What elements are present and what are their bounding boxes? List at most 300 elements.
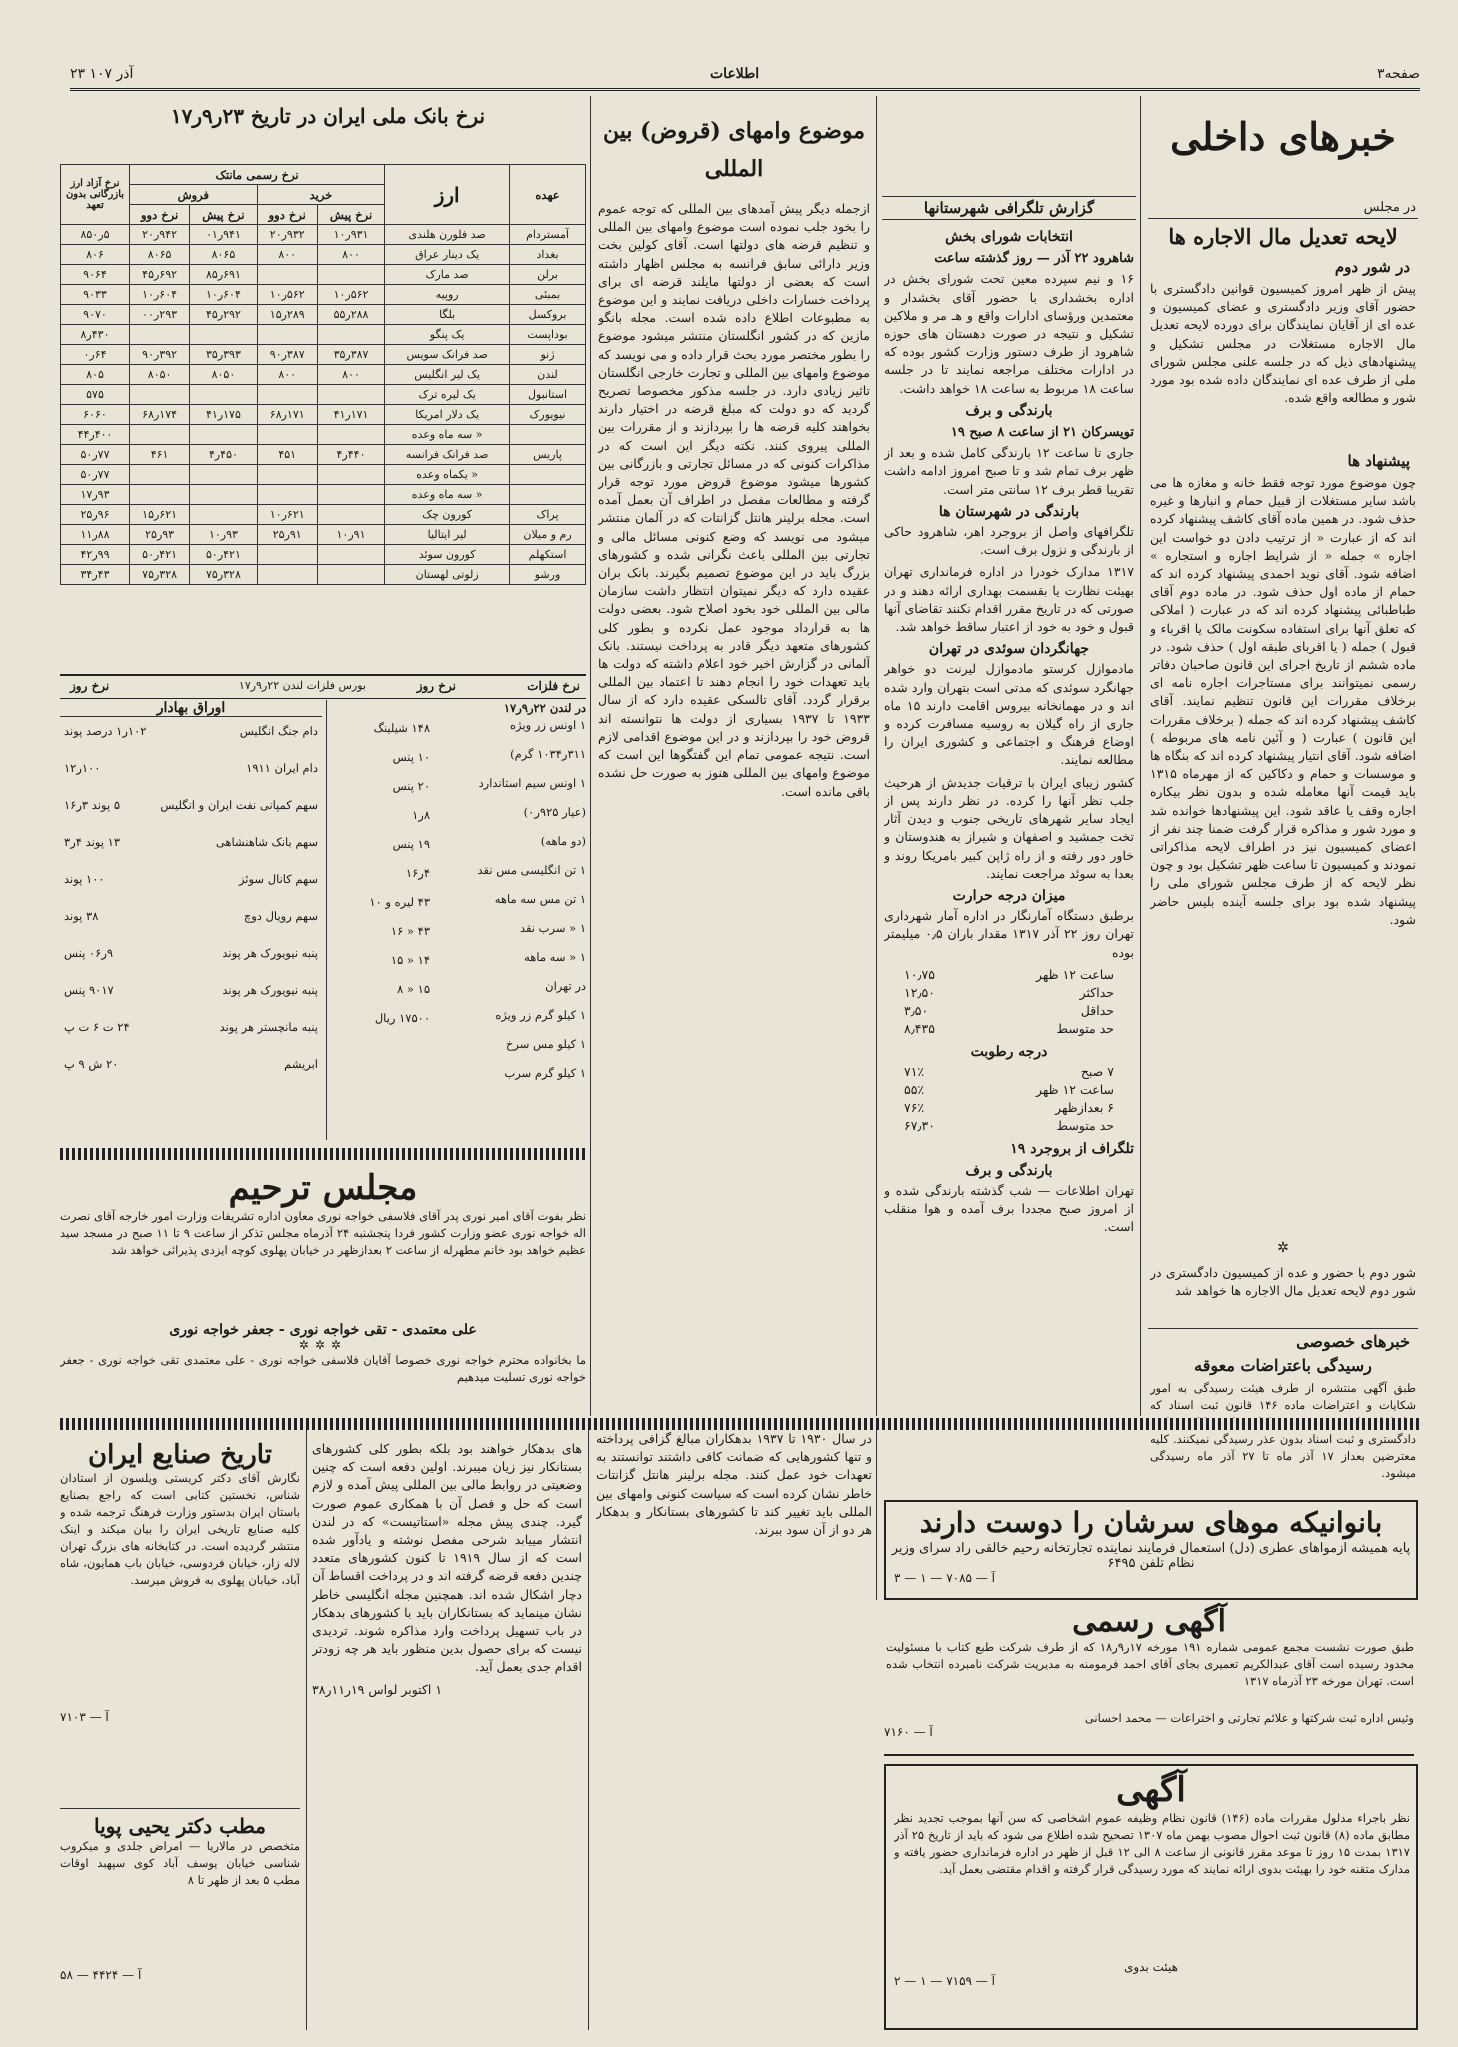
humidity-row (884, 1099, 1134, 1117)
bill-text: پیش از ظهر امروز کمیسیون قوانین دادگستری با حضور آقای وزیر دادگستری و عضای کمیسیون و عده ای از آقایان نمایندگان برای دورده لایحه تعدیل مال الاجاره مستغلات در مجلس تشکیل و پیشنهادهای ذیل که در جلسه علنی مجلس شورای ملی از طرف عده ای نمایندگان داده شده بود مورد شور و مطالعه واقع شده. (1150, 281, 1416, 406)
bank-row (61, 445, 586, 465)
bank-rate (317, 545, 384, 565)
bank-currency: یک دینار عراق (385, 245, 510, 265)
th-unit: عهده (510, 165, 586, 225)
obituary-box (60, 1168, 586, 1408)
loans-continued-2: در سال ۱۹۳۰ تا ۱۹۳۷ بدهکاران مبالغ گزافی پرداخته و تنها کشورهایی که ضمانت کافی داشتند توانستند به تعهدات خود عمل کنند. مجله برلینر هانتل گزانتات خاطر نشان کرده است که سیاست کنونی وامهای بین المللی باید تغییر کند تا کشورهای بستانکار و بدهکار هر دو از آن سود ببرند. (596, 1431, 872, 1538)
bank-rate (190, 465, 257, 485)
bank-rate: ۴۶۱ (130, 445, 190, 465)
travelers-text: مادموازل کرستو مادموازل لیرنت دو خواهر جهانگرد سوئدی که مدتی است بتهران وارد شده اند و در مهمانخانه بیروس اقامت دارند ۱۵ ماه جاری از راه گیلان به روسیه مسافرت کرده و اوضاع فرهنگ و اجتماعی و کشوری ایران را مطالعه نمایند. (884, 661, 1134, 768)
travelers-text-2: کشور زیبای ایران با ترقیات جدیدش از هرحیث جلب نظر آنها را کرده. در نظر دارند پس از ایجاد سایر شهرهای تاریخی جنوب و دیدن آثار تخت جمشید و اصفهان و شیراز به هندوستان و خاور دور رفته و از راه ژاپن کبیر بامریکا روند و بعدا به سوئد مراجعت نمایند. (884, 774, 1134, 881)
obituary-title: مجلس ترحیم (228, 1168, 418, 1208)
bank-rate: ۵۶۲ر۱۰ (257, 285, 317, 305)
humidity-row-label: ۷ صبح (1080, 1063, 1114, 1079)
metal-item: در تهران (545, 979, 586, 993)
loans-continued (312, 1440, 582, 2000)
stock-row (64, 797, 318, 814)
temperature-row-value: ۱۲٫۵۰ (904, 984, 935, 1000)
section-title: خبرهای داخلی (1170, 114, 1396, 159)
column-rule (1140, 96, 1141, 1416)
metal-item: ۱ کیلو گرم سرب (504, 1066, 586, 1080)
registration-text: ۱۳۱۷ مدارک خودرا در اداره فرمانداری تهران بهیئت نظارت یا بقسمت بهداری ارائه دهند و در صورتی که در تاریخ مقرر اقدام نکنند تقاضای آنها قبول و خود به خود از اعتبار ساقط خواهد شد. (884, 564, 1134, 635)
bank-table-wrap (60, 164, 586, 585)
special-news-title: خبرهای خصوصی (1296, 1332, 1410, 1351)
stocks-title: اوراق بهادار (60, 700, 322, 717)
bank-rate: ۵۷۵ (61, 385, 130, 405)
bank-rate: ۲۹۳ر۰۰ (130, 305, 190, 325)
bank-rate: ۵ر۸۵۰ (61, 225, 130, 245)
bank-rate (190, 425, 257, 445)
metals-values (330, 720, 430, 1140)
paper-name: اطلاعات (710, 66, 760, 82)
column-rule (306, 1430, 307, 2030)
bank-rate: ۸۰۵ (61, 365, 130, 385)
bank-rate: ۸۰۰ (317, 365, 384, 385)
temperature-row-value: ۳٫۵۰ (904, 1003, 929, 1019)
bank-rate: ۸۰۰ (317, 245, 384, 265)
general-notice-text: نظر باجراء مدلول مقررات ماده (۱۴۶) قانون نظام وظیفه عموم اشخاصی که سن آنها بموجب تجدید نظر مطابق ماده (۸) قانون ثبت احوال مصوب بهمن ماه ۱۳۰۷ تصحیح شده اطلاع می شود که باید از تاریخ ۲۵ آذر ۱۳۱۷ بمدت ۱۵ روز تا موعد مقرر قانونی از ساعت ۸ الی ۱۲ قبل از ظهر در اداره فرمانداری حضور یافته و مدارک متقنه خود را بهیئت بدوی ارائه نمایند که مورد رسیدگی قرار گرفته و اقدام مقتضی بعمل آید. (894, 1811, 1410, 1876)
metal-item: ۱ تن مس سه ماهه (494, 892, 586, 906)
th-official: نرخ رسمی مانتک (130, 165, 385, 185)
bank-row (61, 485, 586, 505)
bank-rate: ۹۳۲ر۲۰ (257, 225, 317, 245)
stock-price: ۱۰۰ر۱۲ (64, 761, 101, 775)
bank-city: بروکسل (510, 305, 586, 325)
stock-price: ۳۸ پوند (64, 909, 99, 923)
bank-currency: روپیه (385, 285, 510, 305)
bank-city (510, 425, 586, 445)
bank-rate: ۳۸۷ر۹۰ (257, 345, 317, 365)
metals-title: نرخ فلزات (527, 679, 580, 693)
th-buy-bill: نرخ پیش (317, 205, 384, 225)
temperature-row-value: ۱۰٫۷۵ (904, 966, 935, 982)
bank-rate (317, 505, 384, 525)
bank-rate: ۶۹۲ر۴۵ (130, 265, 190, 285)
bank-city: بمبئی (510, 285, 586, 305)
majlis-label: در مجلس (1363, 200, 1416, 215)
bank-rate: ۳۲۸ر۷۵ (190, 565, 257, 585)
metals-london-title: در لندن ۲۲ر۹ر۱۷ (503, 701, 586, 715)
loans-text: ازجمله دیگر پیش آمدهای بین المللی که توجه عموم را بخود جلب نموده است موضوع وامهای بین المللی و تنظیم قرضه های دولتها است. آقای کولین بخت وزیر دارائی سابق فرانسه به مجلس اظهار داشته است که بعضی از دولتها مایلند قرضه ای برای پرداخت خسارات داخلی دریافت نمایند و این موضوع به مطبوعات اطلاع داده شده است. مجله بانگو مازین که در کشور انگلستان منتشر میشود موضوع را بطور مختصر مورد بحث قرار داده و می نویسد که موضوع وامهای بین المللی و تجارت خارجی انگلستان تاثیر زیادی دارد. در جلسه مذکور مخصوصا تصریح گردید که دو دولت که مبلغ قرضه در اختیار دارند بخواهند کلیه قرضه ها را بپردازند و از مقررات بین المللی پیروی کنند. نکته دیگر این است که در مذاکرات کنونی که در مسائل تجارتی و بازرگانی بین کشورها میشود موضوع قروض مورد توجه قرار گرفته و مطالعات مفصل در اطراف آن بعمل آمده است. مجله برلینر هانتل گزانتات که در آلمان منتشر میشود می نویسد که وضع کنونی مسائل مالی و تجارتی بین المللی باعث نگرانی شده و کشورهای بزرگ باید در این موضوع تصمیم بگیرند. بانک بران عقیده دارد که دیگر نمیتوان انتظار داشت سازمان مالی بین المللی خود بخود اصلاح شود. بعضی دولت ها به قرارداد موجود عمل نکرده و بطور کلی کشورهای متعهد دیگر قادر به پرداخت نیستند. بانک آلمانی در گزارش اخیر خود اعلام داشته که دولت ها باید تعهدات خود را انجام دهند تا اعتماد بین المللی برقرار گردد. آقای تالسکی عقیده دارد که از سال ۱۹۳۳ تا ۱۹۳۷ بسیاری از دولت ها نتوانسته اند قروض خود را بپردازند و در این موضوع اقدامی لازم است. نتیجه عمومی تمام این گفتگوها این است که موضوع وامهای بین المللی هنوز به صورت حل نشده باقی مانده است. (598, 201, 870, 799)
bank-rate: ۶۲۱ر۱۰ (257, 505, 317, 525)
bank-rate: ۳۹۲ر۹۰ (130, 345, 190, 365)
official-notice-title: آگهی رسمی (1072, 1604, 1226, 1639)
bank-rate (317, 265, 384, 285)
humidity-row-value: ۷۱٪ (904, 1063, 925, 1079)
stock-name: سهم بانک شاهنشاهی (215, 835, 318, 849)
stock-row (64, 834, 318, 851)
bank-city (510, 485, 586, 505)
bank-row (61, 365, 586, 385)
metals-rate-label: نرخ روز (416, 679, 456, 693)
th-sell: فروش (130, 185, 258, 205)
rainsnow-text: تهران اطلاعات — شب گذشته بارندگی شده و از امروز صبح مجددا برف آمده و هوا منقلب است. (884, 1182, 1134, 1235)
bank-rate: ۹۳ر۱۰ (190, 525, 257, 545)
bank-row (61, 325, 586, 345)
hatch-separator (60, 1418, 1420, 1430)
bank-row (61, 465, 586, 485)
rain-text: تلگرافهای واصل از بروجرد اهر، شاهرود حاکی از بارندگی و نزول برف است. (884, 524, 1134, 558)
stock-name: پنبه نیویورک هر پوند (222, 983, 318, 997)
bank-rate: ۹۳۱ر۱۰ (317, 225, 384, 245)
bank-rate: ۹۳ر۲۵ (130, 525, 190, 545)
bank-rate: ۹۴۱ر۰۱ (190, 225, 257, 245)
bank-rate: ۶۰۶۰ (61, 405, 130, 425)
column-rule (876, 96, 877, 1416)
bank-rate (257, 545, 317, 565)
temperature-row (884, 1002, 1134, 1020)
bank-currency: صد فرانک سویس (385, 345, 510, 365)
majlis-note: شور دوم با حضور و عده از کمیسیون دادگستری در شور دوم لایحه تعدیل مال الاجاره ها خواهد شد (1150, 1265, 1416, 1299)
stock-name: ابریشم (284, 1057, 318, 1071)
bank-rate (317, 385, 384, 405)
bank-city: استانبول (510, 385, 586, 405)
bank-rate: ۷۷ر۵۰ (61, 445, 130, 465)
humidity-row (884, 1081, 1134, 1099)
bank-rate (317, 565, 384, 585)
hair-ad (884, 1500, 1418, 1600)
bank-rate (130, 485, 190, 505)
metal-value: ۱۹ پنس (392, 837, 430, 851)
bank-currency: یک دلار امریکا (385, 405, 510, 425)
bank-rate (257, 485, 317, 505)
bank-rate: ۵۶۲ر۱۰ (317, 285, 384, 305)
bank-currency: « سه ماه وعده (385, 425, 510, 445)
provinces-title: گزارش تلگرافی شهرستانها (882, 196, 1136, 220)
bank-city: پاریس (510, 445, 586, 465)
bank-rate: ۹۹ر۴۲ (61, 545, 130, 565)
humidity-list (884, 1063, 1134, 1136)
obituary-signers: علی معتمدی - تقی خواجه نوری - جعفر خواجه نوری (169, 1322, 477, 1338)
metal-item: ۳۱۱ر۱۰۳۴ گرم) (510, 747, 586, 761)
stock-price: ۱۳ پوند ۴ر۳ (64, 835, 120, 849)
separator-ornament: ✲ (1277, 1240, 1289, 1256)
bank-rate (190, 325, 257, 345)
stock-name: سهم رویال دوچ (243, 909, 318, 923)
metal-value: ۱۴۸ شیلینگ (373, 721, 430, 735)
snow-title: بارندگی و برف (965, 402, 1053, 419)
bank-rate: ۸۰۰ (257, 245, 317, 265)
bank-rate: ۲۸۹ر۱۵ (257, 305, 317, 325)
stock-row (64, 1056, 318, 1073)
stock-price: ۹ر۰۶ پنس (64, 946, 114, 960)
temperature-row-label: حداقل (1080, 1003, 1114, 1019)
bank-rate (190, 505, 257, 525)
stock-price: ۲۴ ت ۶ ت پ (64, 1020, 130, 1034)
bank-rate (257, 325, 317, 345)
stock-price: ۱۰۲ر۱ درصد پوند (64, 724, 147, 738)
bank-currency: « یکماه وعده (385, 465, 510, 485)
metal-item: (عیار ۹۲۵ر۰) (523, 805, 586, 819)
stock-row (64, 982, 318, 999)
metal-value: ۸ر۱ (412, 808, 430, 822)
bank-rate: ۸۰۵۰ (130, 365, 190, 385)
metals-date: بورس فلزات لندن ۲۲ر۹ر۱۷ (238, 679, 366, 692)
official-notice-sign: وثیس اداره ثبت شرکتها و علائم تجارتی و اختراعات — محمد احسانی (1084, 1711, 1414, 1725)
complaints-title: رسیدگی باعتراضات معوقه (1194, 1356, 1372, 1375)
official-notice-text: طبق صورت نشست مجمع عمومی شماره ۱۹۱ مورخه ۱۷ر۹ر۱۸ که از طرف شرکت طبع کتاب با مسئولیت محدود رسیده است آقای عبدالکریم تعمیری بجای آقای احمد فرمومنه به مدیریت شرکت نامبرده انتخاب شده است. تهران مورخه ۲۳ آذرماه ۱۳۱۷ (886, 1640, 1414, 1688)
clinic-text: متخصص در مالاریا — امراض جلدی و میکروب شناسی خیابان یوسف آباد کوی سپهبد اوقات مطب ۵ بعد از ظهر تا ۸ (60, 1839, 300, 1887)
column-rule (876, 1430, 877, 1600)
metals-items (436, 700, 586, 1140)
metals-header (60, 674, 586, 699)
stock-row (64, 871, 318, 888)
bank-row (61, 265, 586, 285)
metal-item: ۱ اونس سیم استاندارد (478, 776, 586, 790)
metal-value: ۱۰ پنس (392, 750, 430, 764)
hair-ad-title: بانوانیکه موهای سرشان را دوست دارند (919, 1506, 1383, 1539)
bank-rate (257, 465, 317, 485)
stock-name: دام ایران ۱۹۱۱ (246, 761, 318, 775)
bank-rate: ۹۴۲ر۲۰ (130, 225, 190, 245)
proposals-text: چون موضوع مورد توجه فقط خانه و مغازه ها می باشد سایر مستغلات از قبیل حمام و انبارها و غیره حذف شود. در همین ماده آقای کاشف پیشنهاد کرده اند که از عبارت « از ترتیب دادن دو خواست این اجاره » جمله « از شرایط اجاره و استجاره » اضافه شود. آقای نوید احمدی پیشنهاد کرده اند که حمام از ماده اول حذف شود. در ماده دوم آقای طباطبائی پیشنهاد کرده اند که در عبارت ( املاکی که تعلق آنها برای استفاده سکونت مالک یا اقرباء و قبول ) جمله ( یا اقربای طبقه اول ) حذف شود. در ماده ششم از تاریخ اجرای این قانون صاحبان دفاتر رسمی نمیتوانند برای مستاجرات اجاره نامه ای برخلاف مقررات این قانون تنظیم نمایند. آقای کاشف پیشنهاد کرده اند که جمله ( برخلاف مقررات این قانون ) عبارت ( و آئین نامه های مربوطه ) اضافه شود. آقای انتیار پیشنهاد کرده اند که بنگاه ها و موسسات و حمام و دکاکین که از مهرماه ۱۳۱۵ باید قیمت آنها معامله شده و بدون نظر بیکاره اجاره وقف یا عاقد شود. این پیشنهادها خوانده شد و مورد شور و مذاکره قرار گرفت ضمنا چند نفر از اعضای کمیسیون نیز در اطراف لایحه مذاکراتی نمودند و کمیسیون تا ساعت ظهر تشکیل بود و چون نظر لایحه که از طرف مجلس شورای ملی را پیشنهاد شده بود برای جلسه آینده بلیس حاضر شود. (1150, 475, 1416, 927)
bank-rate: ۲۹۲ر۴۵ (190, 305, 257, 325)
metal-item: ۱ « سرب نقد (519, 921, 586, 935)
divider (1148, 218, 1418, 219)
official-notice-code: آ — ۷۱۶۰ (884, 1725, 933, 1739)
bank-rate (317, 425, 384, 445)
stock-name: سهم کانال سوئز (238, 872, 318, 886)
bank-rate: ۳۹۳ر۳۵ (190, 345, 257, 365)
bank-row (61, 285, 586, 305)
bank-city: رم و میلان (510, 525, 586, 545)
metal-item: ۱ اونس زر ویژه (510, 718, 586, 732)
masthead (70, 62, 1420, 91)
metal-item: ۱ کیلو مس سرخ (505, 1037, 586, 1051)
bank-rate: ۲۸۸ر۵۵ (317, 305, 384, 325)
clinic-code: آ — ۴۴۲۴ — ۵۸ (60, 1968, 142, 1982)
ornament: ✲✲✲ (298, 1338, 348, 1352)
metal-value: ۲۰ پنس (392, 779, 430, 793)
bank-rate (190, 385, 257, 405)
th-buy-cash: نرخ دوو (257, 205, 317, 225)
bank-rate (130, 425, 190, 445)
bank-rate: ۱۷۱ر۴۱ (317, 405, 384, 425)
metal-value: ۱۷۵۰۰ ریال (374, 1011, 430, 1025)
bank-rate: ۴۴۰ر۴ (317, 445, 384, 465)
travelers-title: جهانگردان سوئدی در تهران (928, 641, 1090, 658)
bank-rate: ۸۰۶ (61, 245, 130, 265)
bank-rate: ۸۰۶۵ (190, 245, 257, 265)
bank-row (61, 505, 586, 525)
bank-rate: ۴۵۰ر۴ (190, 445, 257, 465)
bank-rate: ۶۰۴ر۱۰ (190, 285, 257, 305)
bank-row (61, 225, 586, 245)
metal-item: (دو ماهه) (540, 834, 586, 848)
industry-ad (60, 1440, 300, 1820)
humidity-row (884, 1117, 1134, 1135)
bank-rate (317, 485, 384, 505)
bank-currency: زلوتی لهستان (385, 565, 510, 585)
bank-currency: صد فرانک فرانسه (385, 445, 510, 465)
stock-name: پنبه مانچستر هر پوند (219, 1020, 318, 1034)
bank-city: استکهلم (510, 545, 586, 565)
proposals-title: پیشنهاد ها (1347, 452, 1410, 470)
clinic-title: مطب دکتر یحیی پویا (94, 1814, 266, 1838)
metal-item: ۱ کیلو گرم زر ویژه (495, 1008, 586, 1022)
bank-row (61, 345, 586, 365)
bank-rate: ۹۱ر۲۵ (257, 525, 317, 545)
official-notice (884, 1604, 1414, 1756)
metal-value: ۴۳ لیره و ۱۰ (369, 895, 430, 909)
temperature-row (884, 984, 1134, 1002)
temperature-row-value: ۸٫۴۳۵ (904, 1021, 935, 1037)
bank-row (61, 305, 586, 325)
bank-currency: صد فلورن هلندی (385, 225, 510, 245)
th-buy: خرید (257, 185, 385, 205)
clinic-ad (60, 1814, 300, 2024)
bank-rate: ۶۴ر۰ (61, 345, 130, 365)
bank-currency: بلگا (385, 305, 510, 325)
bank-currency: کورون سوئد (385, 545, 510, 565)
bank-rate: ۹۰۷۰ (61, 305, 130, 325)
bank-rate: ۴۲۱ر۵۰ (190, 545, 257, 565)
bank-rate (130, 385, 190, 405)
election-text: ۱۶ و نیم سپرده معین تحت شورای بخش در اداره بخشداری با حضور آقای بخشدار و معتمدین ورؤسای ادارات واقع و هـ مر و ملاکین تشکیل و نتیجه در صورت دهستان های حوزه شاهرود از طرف دستور وزارت کشور بوده که در ادارات مختلف مراجعه نمایند تا در جلسه ساعت ۱۸ مربوط به ساعت ۱۸ خواهد داشت. (884, 271, 1134, 396)
page-number: صفحه۳ (1376, 66, 1420, 82)
bank-rate: ۸۸ر۱۱ (61, 525, 130, 545)
bank-rate: ۶۲۱ر۱۵ (130, 505, 190, 525)
hair-ad-code: آ — ۷۰۸۵ — ۱ — ۳ (894, 1571, 995, 1585)
bank-rate (317, 465, 384, 485)
bank-title: نرخ بانک ملی ایران در تاریخ ۲۳ر۹ر۱۷ (170, 104, 486, 128)
stock-price: ۱۰۰ پوند (64, 872, 105, 886)
humidity-row-label: ۶ بعدازظهر (1055, 1100, 1114, 1116)
bank-rate (317, 325, 384, 345)
general-notice-code: آ — ۷۱۵۹ — ۱ — ۲ (894, 1974, 995, 1988)
complaints-text: طبق آگهی منتشره از طرف هیئت رسیدگی به امور شکایات و اعتراضات ماده ۱۴۶ قانون ثبت اسناد که دادگستری و ثبت اسناد بدون عذر رسیدگی نمیکنند. کلیه معترضین بعداز ۱۷ آذر ماه تا ۲۷ آذر ماه رسیدگی میشود. (1150, 1381, 1416, 1480)
bank-rate: ۷۷ر۵۰ (61, 465, 130, 485)
stock-row (64, 1019, 318, 1036)
bank-rate (190, 485, 257, 505)
stock-name: دام جنگ انگلیس (239, 724, 318, 738)
bank-rate: ۸۰۵۰ (190, 365, 257, 385)
bank-rate (130, 325, 190, 345)
hair-ad-text: پایه همیشه ازمواهای عطری (دل) استعمال فرمایند نماینده تجارتخانه رحیم خالقی راد سرای وزیر نظام تلفن ۶۴۹۵ (891, 1541, 1411, 1571)
bank-rate: ۴۳ر۳۴ (61, 565, 130, 585)
bank-rate: ۱۷۵ر۴۱ (190, 405, 257, 425)
bank-rate: ۴۰۰ر۴۴ (61, 425, 130, 445)
bank-rate (257, 265, 317, 285)
bank-rate: ۱۷۱ر۶۸ (257, 405, 317, 425)
bank-rate: ۶۹۱ر۸۵ (190, 265, 257, 285)
bank-currency: کورون چک (385, 505, 510, 525)
bank-city: آمستردام (510, 225, 586, 245)
stock-row (64, 723, 318, 740)
bank-rate (257, 385, 317, 405)
metals-rate-label-2: نرخ روز (70, 679, 110, 693)
th-currency: ارز (385, 165, 510, 225)
stock-price: ۹۰۱۷ پنس (64, 983, 114, 997)
bank-rate: ۸۰۰ (257, 365, 317, 385)
bank-currency: لیر ایتالیا (385, 525, 510, 545)
metal-item: ۱ تن انگلیسی مس نقد (477, 863, 586, 877)
bank-rate: ۳۲۸ر۷۵ (130, 565, 190, 585)
column-rule (590, 96, 591, 1416)
bank-city: بغداد (510, 245, 586, 265)
general-notice-sign: هیئت بدوی (1124, 1960, 1178, 1974)
obituary-thanks: ما بخانواده محترم خواجه نوری خصوصا آقایان فلاسفی خواجه نوری - علی معتمدی تقی خواجه نوری - جعفر خواجه نوری تسلیت میدهیم (60, 1353, 586, 1384)
bank-rate: ۶۰۴ر۱۰ (130, 285, 190, 305)
humidity-row-value: ۶۷٫۳۰ (904, 1118, 935, 1134)
bank-rate: ۹۱ر۱۰ (317, 525, 384, 545)
temperature-row-label: حداکثر (1079, 984, 1114, 1000)
metal-value: ۱۵ « ۸ (397, 982, 430, 996)
bank-city: لندن (510, 365, 586, 385)
bank-rate: ۹۰۶۴ (61, 265, 130, 285)
bank-rate (257, 565, 317, 585)
th-free: نرخ آزاد ارز بازرگانی بدون تعهد (61, 165, 130, 225)
bank-rate (130, 465, 190, 485)
divider (1148, 1328, 1418, 1329)
temperature-row (884, 1020, 1134, 1038)
loans-title: موضوع وامهای (قروض) بین المللی (602, 118, 866, 182)
issue-date: ۲۳ آذر ۱۰۷ (70, 66, 134, 82)
bank-currency: یک پنگو (385, 325, 510, 345)
humidity-row-label: حد متوسط (1056, 1118, 1114, 1134)
bank-currency: صد مارک (385, 265, 510, 285)
general-notice (884, 1764, 1418, 2030)
obituary-text: نظر بفوت آقای امیر نوری پدر آقای فلاسفی خواجه نوری معاون اداره تشریفات وزارت امور خارجه آقای نصرت اله خواجه نوری عضو وزارت کشور فردا پنجشنبه ۲۴ آذرماه مجلس تذکر از ساعت ۹ تا ۱۱ صبح در مسجد سید عظیم خواهد بود خانم مطهرله از ساعت ۲ بعدازظهر در خیابان پهلوی کوچه ایزدی پذیرائی خواهد شد (60, 1209, 586, 1257)
bank-currency: یک لیر انگلیس (385, 365, 510, 385)
metal-item: ۱ « سه ماهه (524, 950, 586, 964)
bank-currency: « سه ماه وعده (385, 485, 510, 505)
bank-rate: ۳۸۷ر۳۵ (317, 345, 384, 365)
stock-price: ۵ پوند ۳ر۱۶ (64, 798, 120, 812)
temperature-title: میزان درجه حرارت (952, 887, 1066, 904)
bank-rate: ۱۷۴ر۶۸ (130, 405, 190, 425)
bank-row (61, 405, 586, 425)
bank-rates-table (60, 164, 586, 585)
bank-row (61, 545, 586, 565)
th-sell-bill: نرخ پیش (190, 205, 257, 225)
bank-city: پراک (510, 505, 586, 525)
loans-continued-text: های بدهکار خواهند بود بلکه بطور کلی کشورهای بستانکار نیز زیان میبرند. اولین دفعه است که چنین وضعیتی در روابط مالی بین المللی پیش آمده و لازم است که حل و فصل آن با همکاری عموم صورت گیرد. چندی پیش مجله «استاتیست» که در لندن انتشار مییابد شرحی مفصل نوشته و یادآور شده است که از سال ۱۹۱۹ تا کنون کشورهای متعدد چندین دفعه قرضه گرفته اند و در پرداخت اقساط آن دچار اشکال شده اند. همچنین مجله انگلیسی خاطر نشان مینماید که بستانکاران باید با کشورهای بدهکار در باب تسهیل پرداخت وارد مذاکره شوند. تردیدی نیست که برای حصول بدین منظور باید هر چه زودتر اقدام جدی بعمل آید. (312, 1441, 582, 1675)
bank-currency: یک لیره ترک (385, 385, 510, 405)
divider (60, 1808, 300, 1809)
bank-city: ورشو (510, 565, 586, 585)
hatch-separator (60, 1148, 586, 1160)
rain-title: بارندگی در شهرستان ها (938, 503, 1080, 520)
stock-name: سهم کمپانی نفت ایران و انگلیس (160, 798, 318, 812)
humidity-row (884, 1063, 1134, 1081)
snow-text: جاری تا ساعت ۱۲ بارندگی کامل شده و بعد از ظهر برف تمام شد و تا صبح امروز ادامه داشت تقریبا قطر برف ۱۲ سانتی متر است. (884, 445, 1134, 497)
bill-title: لایحه تعدیل مال الاجاره ها (1168, 224, 1398, 249)
stock-row (64, 945, 318, 962)
industry-text: نگارش آقای دکتر کریستی ویلسون از استادان شناس، نخستین کتابی است که راجع بصنایع باستان ایران بدستور وزارت فرهنگ ترجمه شده و کلیه صنایع تاریخی ایران را بیان میکند و اینک منتشر گردیده است. در کتابخانه های بزرگ تهران لاله زار، خیابان فردوسی، خیابان باب همایون، شاه آباد، خیابان پهلوی به فروش میرسد. (60, 1471, 300, 1587)
election-dateline: شاهرود ۲۲ آذر — روز گذشته ساعت (934, 251, 1134, 267)
th-sell-cash: نرخ دوو (130, 205, 190, 225)
metal-value: ۴ر۱۶ (405, 866, 430, 880)
bank-row (61, 565, 586, 585)
stock-price: ۲۰ ش ۹ پ (64, 1057, 119, 1071)
stock-row (64, 908, 318, 925)
bank-rate: ۹۰۳۳ (61, 285, 130, 305)
loans-continued-end: ۱ اکتوبر لواس ۱۹ر۱۱ر۳۸ (312, 1681, 443, 1697)
temperature-row (884, 966, 1134, 984)
bank-city: بوداپست (510, 325, 586, 345)
bank-city: برلن (510, 265, 586, 285)
provinces-body (884, 224, 1134, 1414)
bank-rate: ۴۲۱ر۵۰ (130, 545, 190, 565)
industry-title: تاریخ صنایع ایران (88, 1440, 272, 1470)
bank-city: ژنو (510, 345, 586, 365)
humidity-row-value: ۷۶٪ (904, 1100, 925, 1116)
temperature-list (884, 966, 1134, 1039)
bank-rate: ۹۳ر۱۷ (61, 485, 130, 505)
column-rule (326, 700, 327, 1140)
bank-row (61, 245, 586, 265)
